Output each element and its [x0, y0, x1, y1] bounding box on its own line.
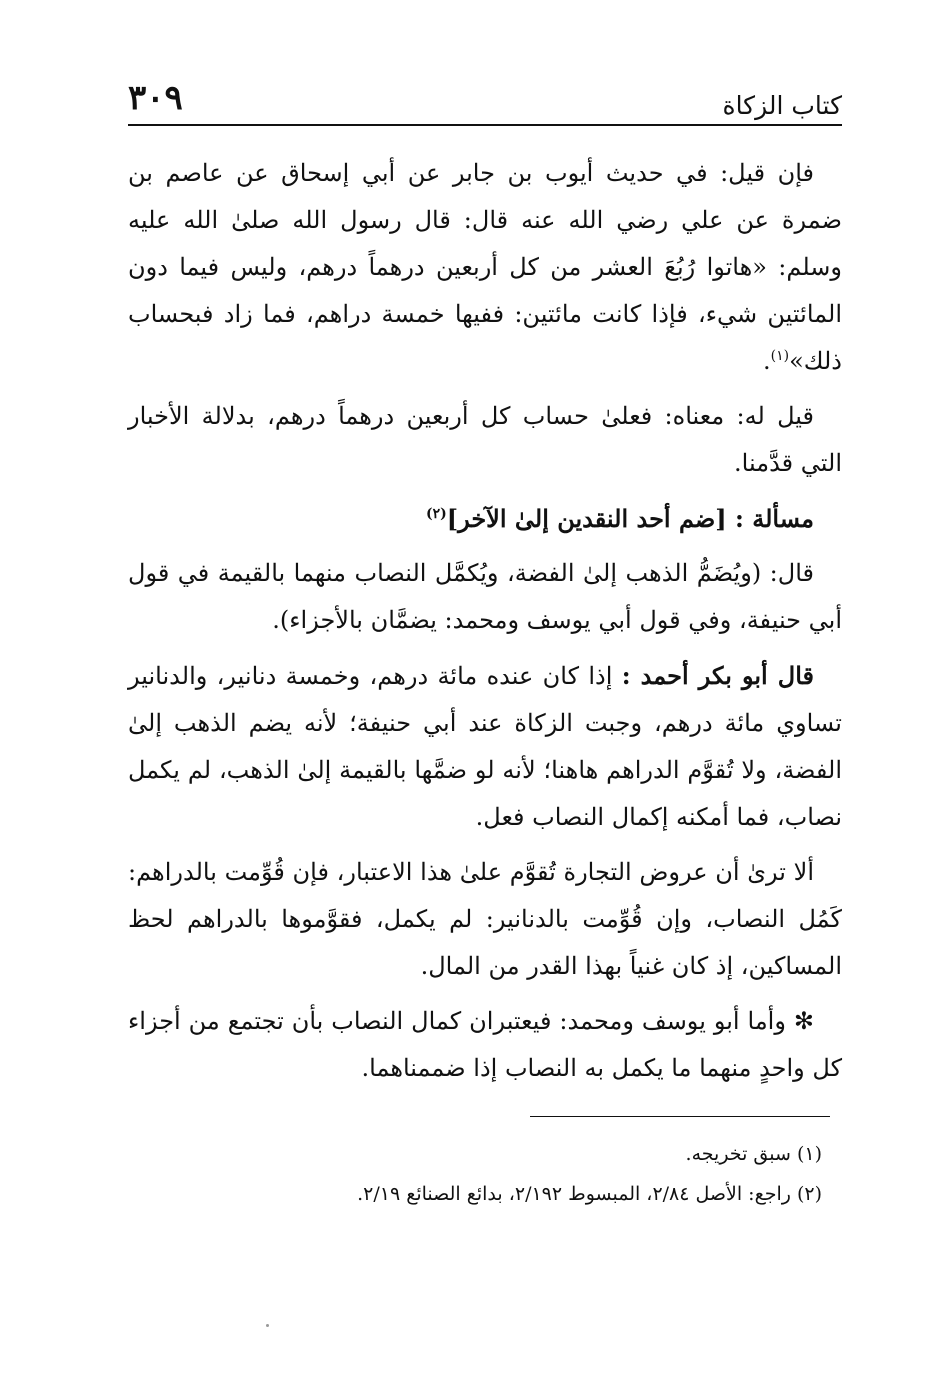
main-text — [128, 150, 842, 1100]
commentator-name: قال أبو بكر أحمد : — [621, 661, 814, 690]
page-speck — [266, 1324, 269, 1327]
paragraph-quote — [128, 550, 842, 644]
paragraph-text: ✻ وأما أبو يوسف ومحمد: فيعتبران كمال النصاب بأن تجتمع من أجزاء كل واحدٍ منهما ما يكمل به النصاب إذا ضممناهما. — [128, 1007, 842, 1082]
page-number: ٣٠٩ — [128, 78, 183, 118]
chapter-title: كتاب الزكاة — [722, 91, 842, 120]
paragraph-text: قيل له: معناه: فعلىٰ حساب كل أربعين درهماً درهم، بدلالة الأخبار التي قدَّمنا. — [128, 402, 842, 477]
paragraph-opinion — [128, 998, 842, 1092]
footnote-divider — [530, 1116, 830, 1117]
issue-heading — [128, 495, 842, 542]
footnote-1: (١) سبق تخريجه. — [685, 1143, 822, 1165]
page-header — [128, 72, 842, 126]
footnote-ref-1: (١) — [770, 348, 790, 364]
heading-text: مسألة : [ضم أحد النقدين إلىٰ الآخر] — [446, 504, 814, 533]
paragraph-commentary — [128, 652, 842, 841]
paragraph-example — [128, 849, 842, 990]
paragraph-reply — [128, 393, 842, 487]
paragraph-text: قال: (ويُضَمُّ الذهب إلىٰ الفضة، ويُكمَّل النصاب منهما بالقيمة في قول أبي حنيفة، وفي قول أبي يوسف ومحمد: يضمَّان بالأجزاء). — [128, 559, 842, 634]
paragraph-text: ألا ترىٰ أن عروض التجارة تُقوَّم علىٰ هذا الاعتبار، فإن قُوِّمت بالدراهم: كَمُل النصاب، وإن قُوِّمت بالدنانير: لم يكمل، فقوَّموها بالدراهم لحظ المساكين، إذ كان غنياً بهذا القدر من المال. — [128, 858, 842, 980]
paragraph-text: فإن قيل: في حديث أيوب بن جابر عن أبي إسحاق عن عاصم بن ضمرة عن علي رضي الله عنه قال: قال رسول الله صلىٰ الله عليه وسلم: «هاتوا رُبُعَ العشر من كل أربعين درهماً درهم، وليس فيما دون المائتين شيء، فإذا كانت مائتين: ففيها خمسة دراهم، فما زاد فبحساب ذلك» — [128, 159, 842, 375]
paragraph-tail: . — [762, 347, 771, 375]
footnotes — [128, 1134, 842, 1214]
footnote-ref-2: (٢) — [425, 506, 447, 522]
paragraph-text: إذا كان عنده مائة درهم، وخمسة دنانير، والدنانير تساوي مائة درهم، وجبت الزكاة عند أبي حنيفة؛ لأنه يضم الذهب إلىٰ الفضة، ولا تُقوَّم الدراهم هاهنا؛ لأنه لو ضمَّها بالقيمة إلىٰ الذهب، لم يكمل نصاب، فما أمكنه إكمال النصاب فعل. — [128, 662, 842, 831]
paragraph-objection — [128, 150, 842, 385]
footnote-2: (٢) راجع: الأصل ٢/٨٤، المبسوط ٢/١٩٢، بدائع الصنائع ٢/١٩. — [357, 1183, 822, 1205]
